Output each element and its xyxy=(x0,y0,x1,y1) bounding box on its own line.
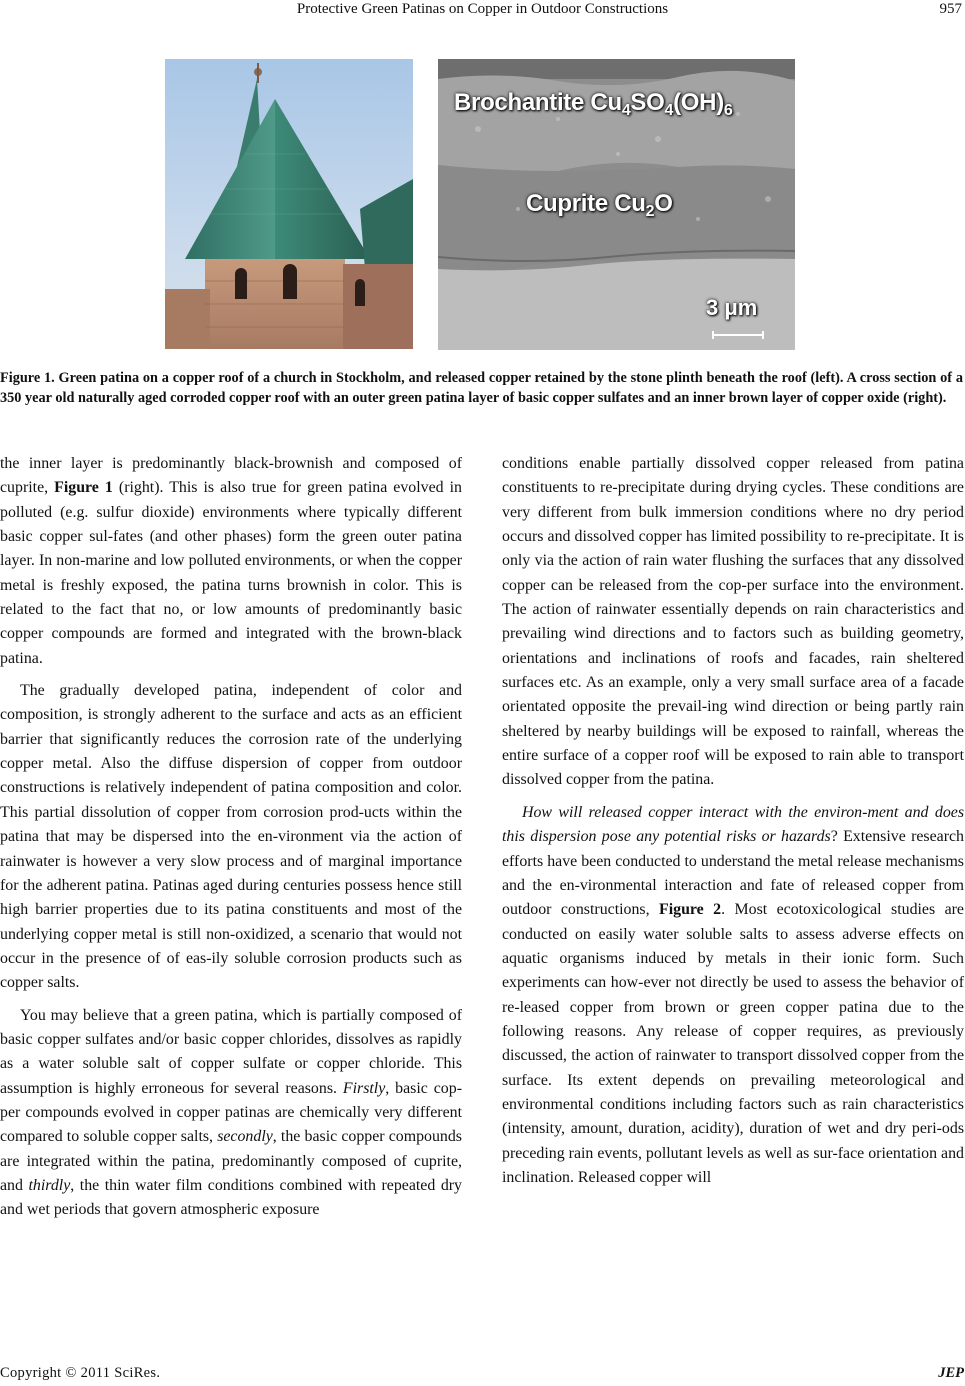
brochantite-label: Brochantite $Cu_4SO_4(OH)_6$ xyxy=(454,89,733,119)
right-column xyxy=(502,452,964,1190)
left-column xyxy=(0,452,462,1223)
paragraph: How will released copper interact with the environ-ment and does this dispersion pose any potential risks or hazards? Extensive research efforts have been conducted to understand the metal release mechanisms and the en-vironmental interaction and fate of released copper from outdoor constructions, Figure 2. Most ecotoxicological studies are conducted on easily water soluble salts to assess adverse effects on aquatic organisms induced by metals in their ionic form. Such experiments can how-ever not directly be used to assess the behavior of re-leased copper from brown or green copper patina due to the following reasons. Any release of copper requires, as previously discussed, the action of rainwater to transport dissolved copper from the surface. Its extent depends on prevailing meteorological and environmental conditions including factors such as rain characteristics (intensity, amount, duration, acidity), duration of wet and dry peri-ods preceding rain events, pollutant levels as well as sur-face orientation and inclination. Released copper will xyxy=(502,803,964,1186)
paragraph: conditions enable partially dissolved copper released from patina constituents to re-precipitate during drying cycles. These conditions are very different from bulk immersion conditions where no dry period occurs and dissolved copper has limited possibility to re-precipitate. It is only via the action of rain water flushing the surfaces that any dissolved copper can be released from the cop-per surface into the environment. The action of rainwater essentially depends on rain characteristics and prevailing wind directions and to factors such as building geometry, orientations and inclinations of roofs and facades, rain sheltered surfaces etc. As an example, only a very small surface area of a facade orientated opposite the prevail-ing wind direction or being partly rain sheltered by nearby buildings will be exposed to rainfall, whereas the entire surface of a copper roof will be exposed to rain able to transport dissolved copper from the patina. xyxy=(502,455,964,789)
running-title: Protective Green Patinas on Copper in Outdoor Constructions xyxy=(296,1,669,17)
church-roof-illustration xyxy=(165,59,413,349)
figure-reference: Figure 2 xyxy=(659,901,722,919)
page-header xyxy=(0,0,965,20)
page-number: 957 xyxy=(939,1,962,17)
cuprite-label: Cuprite $Cu_2O$ xyxy=(526,190,673,220)
scale-label: 3 μm xyxy=(706,295,758,320)
church-roof-photo xyxy=(165,59,413,349)
figure-reference: Figure 1 xyxy=(54,479,113,497)
paragraph: You may believe that a green patina, which is partially composed of basic copper sulfates and/or basic copper chlorides, dissolves as rapidly as a water soluble salt of copper sulfate or copper chloride. This assumption is highly erroneous for several reasons. Firstly, basic cop-per compounds evolved in copper patinas are chemically very different compared to soluble copper salts, secondly, the basic copper compounds are integrated within the patina, predominantly composed of cuprite, and thirdly, the thin water film conditions combined with repeated dry and wet periods that govern atmospheric exposure xyxy=(0,1006,463,1219)
figure-caption: Figure 1. Green patina on a copper roof of a church in Stockholm, and released copper retained by the stone plinth beneath the roof (left). A cross section of a 350 year old naturally aged corroded copper roof with an outer green patina layer of basic copper sulfates and an inner brown layer of copper oxide (right). xyxy=(0,370,963,406)
paragraph: the inner layer is predominantly black-brownish and composed of cuprite, Figure 1 (right). This is also true for green patina evolved in polluted (e.g. sulfur dioxide) environments where typically different basic copper sul-fates (and other phases) form the green outer patina layer. In non-marine and low polluted environments, or when the copper metal is freshly exposed, the patina turns brownish in color. This is related to the fact that no, or low amounts of predominantly basic copper compounds are formed and integrated with the brown-black patina. xyxy=(0,455,462,667)
sem-cross-section-image xyxy=(438,59,795,350)
paragraph: The gradually developed patina, independent of color and composition, is strongly adherent to the surface and acts as an efficient barrier that significantly reduces the corrosion rate of the underlying copper metal. Also the diffuse dispersion of copper from outdoor constructions is relatively independent of patina composition and color. This partial dissolution of copper from corrosion prod-ucts within the patina that may be dispersed into the en-vironment via the action of rainwater is however a very slow process and of marginal importance for the adherent patina. Patinas aged during centuries possess hence still high barrier properties due to its patina constituents and most of the underlying copper metal is still non-oxidized, a scenario that would not occur in the presence of of eas-ily soluble corrosion products such as copper salts. xyxy=(0,682,462,992)
scale-bar-icon xyxy=(712,331,764,339)
journal-abbrev: JEP xyxy=(938,1365,964,1381)
copyright: Copyright © 2011 SciRes. xyxy=(0,1365,161,1381)
